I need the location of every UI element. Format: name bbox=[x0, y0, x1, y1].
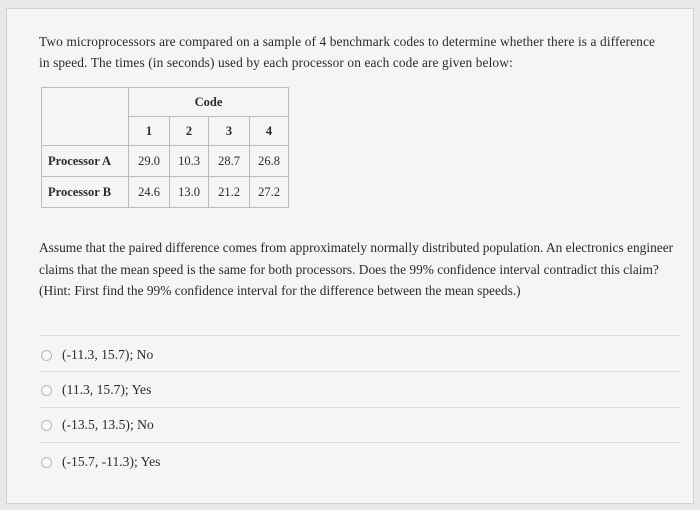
divider bbox=[39, 407, 681, 408]
option-4[interactable] bbox=[41, 452, 160, 472]
divider bbox=[39, 442, 681, 443]
option-2[interactable] bbox=[41, 380, 151, 400]
question-panel bbox=[6, 8, 694, 504]
option-label: (-11.3, 15.7); No bbox=[62, 347, 154, 362]
radio-button-icon[interactable] bbox=[41, 385, 52, 396]
table-cell: 29.0 bbox=[129, 146, 170, 177]
problem-intro: Two microprocessors are compared on a sample of 4 benchmark codes to determine whether there is a difference in speed. The times (in seconds) used by each processor on each code are given below: bbox=[39, 34, 656, 70]
table-corner bbox=[42, 88, 129, 146]
table-row bbox=[42, 177, 289, 208]
benchmark-table bbox=[41, 87, 289, 208]
radio-button-icon[interactable] bbox=[41, 420, 52, 431]
table-cell: 27.2 bbox=[250, 177, 289, 208]
option-label: (-13.5, 13.5); No bbox=[62, 417, 154, 432]
radio-button-icon[interactable] bbox=[41, 350, 52, 361]
table-cell: 13.0 bbox=[170, 177, 209, 208]
row-label-processor-b: Processor B bbox=[42, 177, 129, 208]
table-row bbox=[42, 146, 289, 177]
code-col-1: 1 bbox=[129, 117, 170, 146]
divider bbox=[39, 371, 681, 372]
table-cell: 21.2 bbox=[209, 177, 250, 208]
radio-button-icon[interactable] bbox=[41, 457, 52, 468]
table-cell: 26.8 bbox=[250, 146, 289, 177]
option-1[interactable] bbox=[41, 345, 153, 365]
option-3[interactable] bbox=[41, 415, 154, 435]
option-label: (-15.7, -11.3); Yes bbox=[62, 454, 161, 469]
code-col-3: 3 bbox=[209, 117, 250, 146]
table-cell: 10.3 bbox=[170, 146, 209, 177]
code-header: Code bbox=[129, 88, 289, 117]
code-col-2: 2 bbox=[170, 117, 209, 146]
divider bbox=[39, 335, 681, 336]
option-label: (11.3, 15.7); Yes bbox=[62, 382, 152, 397]
question-text: Assume that the paired difference comes from approximately normally distributed population. An electronics engineer claims that the mean speed is the same for both processors. Does the 99% confidence interval contradict this claim? (Hint: First find the 99% confidence interval for the difference between the mean speeds.) bbox=[39, 240, 674, 298]
table-cell: 24.6 bbox=[129, 177, 170, 208]
table-cell: 28.7 bbox=[209, 146, 250, 177]
row-label-processor-a: Processor A bbox=[42, 146, 129, 177]
code-col-4: 4 bbox=[250, 117, 289, 146]
